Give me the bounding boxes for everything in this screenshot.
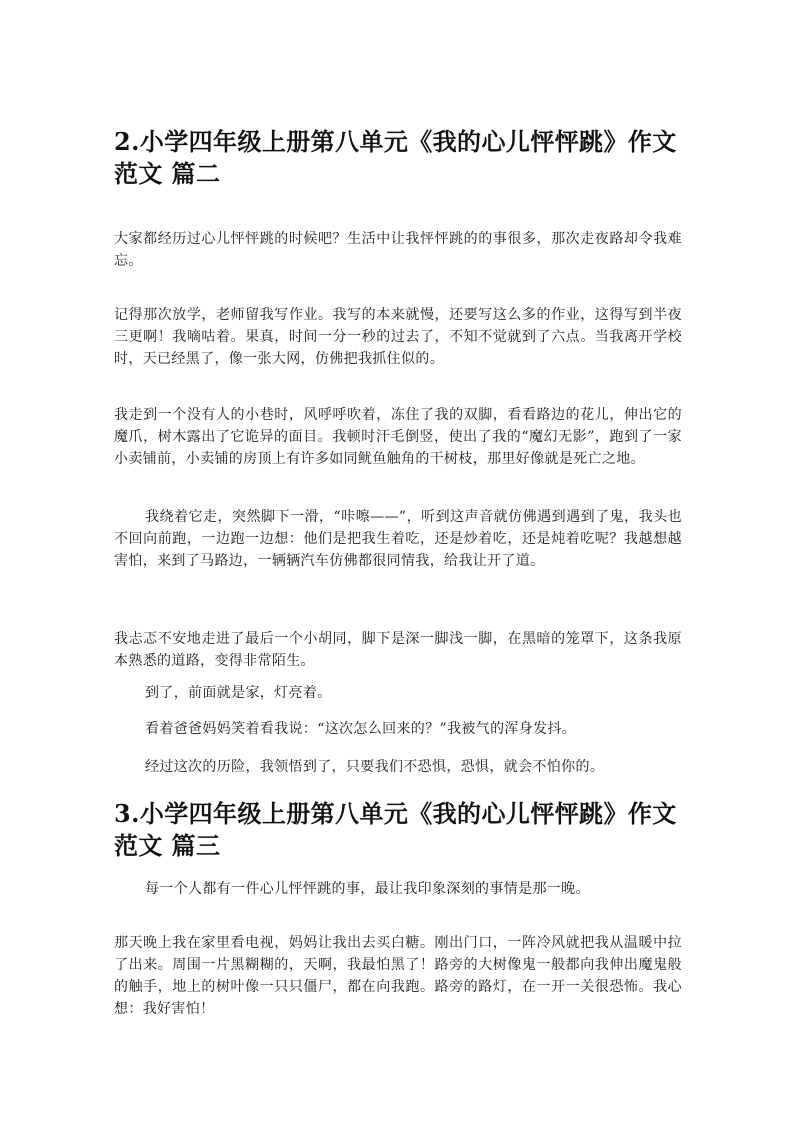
section-heading-2: 2.小学四年级上册第八单元《我的心儿怦怦跳》作文范文 篇二 [114,127,677,188]
paragraph: 我忐忑不安地走进了最后一个小胡同，脚下是深一脚浅一脚，在黑暗的笼罩下，这条我原本熟悉的道路，变得非常陌生。 [114,631,682,669]
paragraph: 经过这次的历险，我领悟到了，只要我们不恐惧，恐惧，就会不怕你的。 [145,759,605,775]
paragraph: 到了，前面就是家，灯亮着。 [145,685,332,701]
paragraph: 我走到一个没有人的小巷时，风呼呼吹着，冻住了我的双脚，看看路边的花儿，伸出它的魔爪，树木露出了它诡异的面目。我顿时汗毛倒竖，使出了我的“魔幻无影”，跑到了一家小卖铺前，小卖铺的房顶上有许多如同鱿鱼触角的干树枝，那里好像就是死亡之地。 [114,407,682,467]
section-heading-3: 3.小学四年级上册第八单元《我的心儿怦怦跳》作文范文 篇三 [114,799,677,860]
paragraph: 大家都经历过心儿怦怦跳的时候吧？生活中让我怦怦跳的的事很多，那次走夜路却令我难忘。 [114,231,682,269]
paragraph: 那天晚上我在家里看电视，妈妈让我出去买白糖。刚出门口，一阵冷风就把我从温暖中拉了出来。周围一片黑糊糊的，天啊，我最怕黑了！路旁的大树像鬼一般都向我伸出魔鬼般的触手，地上的树叶像一只只僵尸，都在向我跑。路旁的路灯，在一开一关很恐怖。我心想：我好害怕！ [114,935,682,1017]
paragraph: 我绕着它走，突然脚下一滑，“咔嚓——”，听到这声音就仿佛遇到遇到了鬼，我头也不回向前跑，一边跑一边想：他们是把我生着吃，还是炒着吃，还是炖着吃呢？我越想越害怕，来到了马路边，一辆辆汽车仿佛都很同情我，给我让开了道。 [114,509,682,569]
paragraph: 记得那次放学，老师留我写作业。我写的本来就慢，还要写这么多的作业，这得写到半夜三更啊！我嘀咕着。果真，时间一分一秒的过去了，不知不觉就到了六点。当我离开学校时，天已经黑了，像一张大网，仿佛把我抓住似的。 [114,307,682,367]
paragraph: 看着爸爸妈妈笑着看我说：“这次怎么回来的？”我被气的浑身发抖。 [145,721,577,737]
paragraph: 每一个人都有一件心儿怦怦跳的事，最让我印象深刻的事情是那一晚。 [145,881,590,897]
